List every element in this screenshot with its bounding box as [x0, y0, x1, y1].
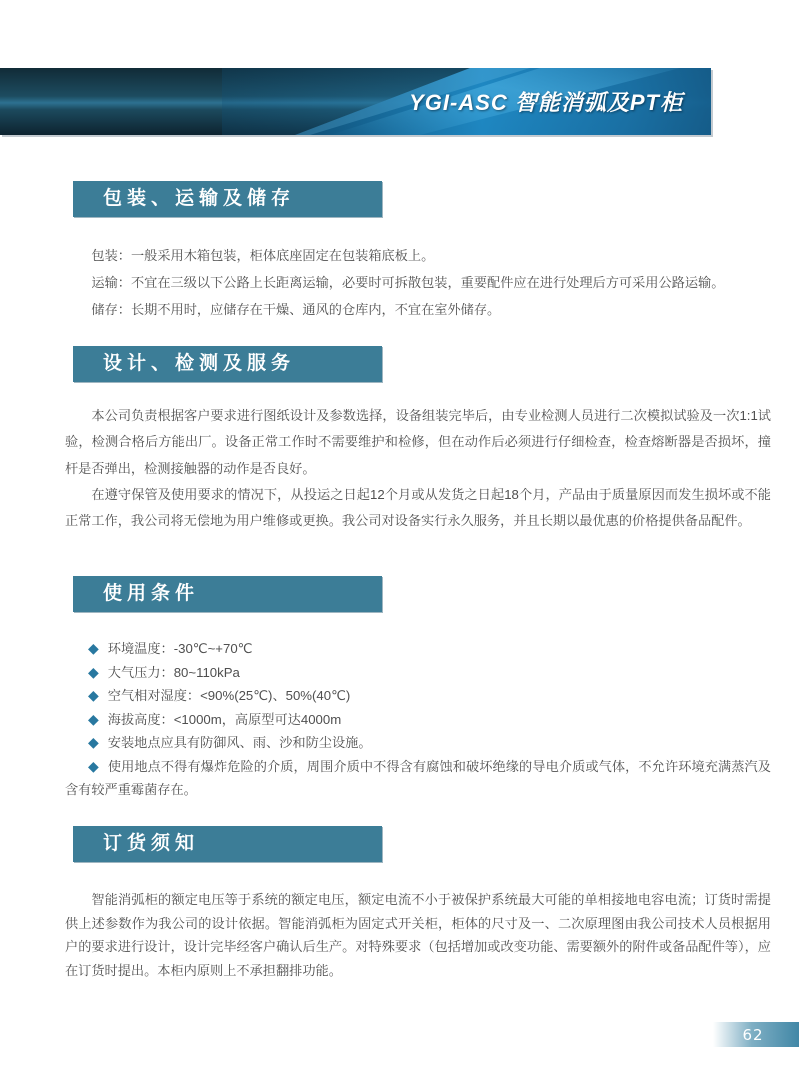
section-body-usage-conditions: [65, 637, 771, 802]
section-heading-design-service: 设计、检测及服务: [73, 346, 382, 382]
paragraph: 在遵守保管及使用要求的情况下，从投运之日起12个月或从发货之日起18个月，产品由于质量原因而发生损坏或不能正常工作，我公司将无偿地为用户维修或更换。我公司对设备实行永久服务，并且长期以最优惠的价格提供备品配件。: [65, 486, 771, 529]
paragraph: 储存：长期不用时，应储存在干燥、通风的仓库内，不宜在室外储存。: [91, 302, 501, 317]
page-number: 62: [742, 1025, 764, 1044]
bullet-item: [65, 731, 771, 755]
section-heading-usage-conditions: 使用条件: [73, 576, 382, 612]
bullet-item: [65, 708, 771, 732]
bullet-item: [65, 661, 771, 685]
bullet-text: 空气相对湿度：<90%(25℃)、50%(40℃): [107, 688, 351, 703]
bullet-item: [65, 755, 771, 802]
bullet-text: 大气压力：80~110kPa: [107, 664, 240, 680]
bullet-text: 使用地点不得有爆炸危险的介质，周围介质中不得含有腐蚀和破坏绝缘的导电介质或气体，不允许环境充满蒸汽及含有较严重霉菌存在。: [65, 758, 771, 797]
paragraph: 本公司负责根据客户要求进行图纸设计及参数选择，设备组装完毕后，由专业检测人员进行二次模拟试验及一次1:1试验，检测合格后方能出厂。设备正常工作时不需要维护和检修，但在动作后必须进行仔细检查，检查熔断器是否损坏，撞杆是否弹出，检测接触器的动作是否良好。: [65, 408, 771, 476]
diamond-icon: ◆: [88, 687, 99, 703]
section-heading-packaging: 包装、运输及储存: [73, 181, 382, 217]
section-body-design-service: [65, 403, 771, 534]
page-footer: [713, 1022, 799, 1047]
paragraph: 运输：不宜在三级以下公路上长距离运输，必要时可拆散包装，重要配件应在进行处理后方可采用公路运输。: [91, 275, 725, 290]
paragraph: 包装：一般采用木箱包装，柜体底座固定在包装箱底板上。: [91, 248, 435, 263]
bullet-text: 环境温度：-30℃~+70℃: [107, 641, 253, 656]
bullet-text: 安装地点应具有防御风、雨、沙和防尘设施。: [107, 735, 372, 750]
diamond-icon: ◆: [88, 663, 99, 680]
diamond-icon: ◆: [88, 640, 99, 656]
product-title: YGI-ASC 智能消弧及PT柜: [409, 90, 683, 115]
page-header-banner: [0, 68, 711, 135]
diamond-icon: ◆: [88, 710, 99, 727]
bullet-item: [65, 684, 771, 708]
bullet-text: 海拔高度：<1000m，高原型可达4000m: [107, 711, 342, 727]
diamond-icon: ◆: [88, 757, 99, 774]
diamond-icon: ◆: [88, 734, 99, 750]
section-body-packaging: [65, 242, 771, 323]
paragraph: 智能消弧柜的额定电压等于系统的额定电压，额定电流不小于被保护系统最大可能的单相接地电容电流；订货时需提供上述参数作为我公司的设计依据。智能消弧柜为固定式开关柜，柜体的尺寸及一、二次原理图由我公司技术人员根据用户的要求进行设计，设计完毕经客户确认后生产。对特殊要求（包括增加或改变功能、需要额外的附件或备品配件等），应在订货时提出。本柜内原则上不承担翻排功能。: [65, 892, 771, 978]
section-body-ordering-notes: [65, 888, 771, 982]
bullet-item: [65, 637, 771, 661]
section-heading-ordering-notes: 订货须知: [73, 826, 382, 862]
